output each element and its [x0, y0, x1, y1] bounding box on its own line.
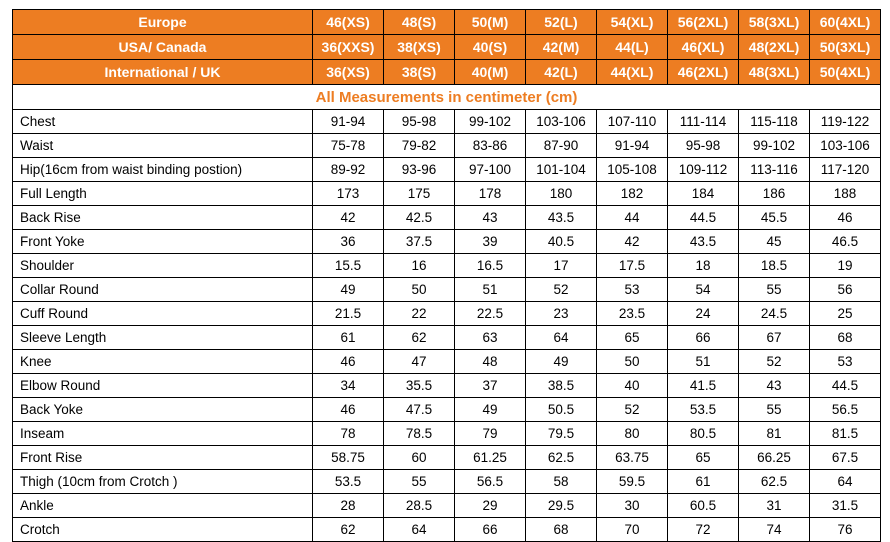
table-row — [13, 326, 881, 350]
row-value: 55 — [739, 398, 810, 422]
row-label: Shoulder — [13, 254, 313, 278]
row-value: 117-120 — [810, 158, 881, 182]
row-value: 65 — [597, 326, 668, 350]
header-cell: 48(3XL) — [739, 60, 810, 85]
row-value: 66.25 — [739, 446, 810, 470]
row-value: 99-102 — [739, 134, 810, 158]
row-value: 74 — [739, 518, 810, 542]
row-value: 78.5 — [384, 422, 455, 446]
row-value: 101-104 — [526, 158, 597, 182]
row-value: 43.5 — [668, 230, 739, 254]
header-cell: 48(2XL) — [739, 35, 810, 60]
row-value: 16.5 — [455, 254, 526, 278]
row-value: 75-78 — [313, 134, 384, 158]
row-value: 80.5 — [668, 422, 739, 446]
row-label: Cuff Round — [13, 302, 313, 326]
row-value: 51 — [668, 350, 739, 374]
row-value: 54 — [668, 278, 739, 302]
row-value: 182 — [597, 182, 668, 206]
row-value: 49 — [455, 398, 526, 422]
row-value: 56 — [810, 278, 881, 302]
row-value: 72 — [668, 518, 739, 542]
row-value: 15.5 — [313, 254, 384, 278]
row-value: 52 — [526, 278, 597, 302]
row-value: 67.5 — [810, 446, 881, 470]
row-value: 68 — [810, 326, 881, 350]
row-value: 25 — [810, 302, 881, 326]
table-row — [13, 278, 881, 302]
row-value: 91-94 — [313, 110, 384, 134]
row-label: Ankle — [13, 494, 313, 518]
row-value: 64 — [810, 470, 881, 494]
row-value: 46.5 — [810, 230, 881, 254]
row-value: 64 — [526, 326, 597, 350]
row-value: 76 — [810, 518, 881, 542]
row-value: 56.5 — [810, 398, 881, 422]
row-value: 81 — [739, 422, 810, 446]
measurement-note-row — [13, 85, 881, 110]
row-value: 119-122 — [810, 110, 881, 134]
row-label: Back Rise — [13, 206, 313, 230]
row-value: 58 — [526, 470, 597, 494]
header-cell: 46(XL) — [668, 35, 739, 60]
row-value: 180 — [526, 182, 597, 206]
row-value: 19 — [810, 254, 881, 278]
header-cell: 54(XL) — [597, 10, 668, 35]
table-row — [13, 134, 881, 158]
row-value: 65 — [668, 446, 739, 470]
header-cell: 50(M) — [455, 10, 526, 35]
row-value: 43 — [455, 206, 526, 230]
header-cell: 46(2XL) — [668, 60, 739, 85]
row-value: 79 — [455, 422, 526, 446]
row-value: 58.75 — [313, 446, 384, 470]
row-value: 28 — [313, 494, 384, 518]
header-cell: 44(XL) — [597, 60, 668, 85]
row-value: 60.5 — [668, 494, 739, 518]
row-value: 93-96 — [384, 158, 455, 182]
row-value: 97-100 — [455, 158, 526, 182]
table-row — [13, 350, 881, 374]
row-value: 184 — [668, 182, 739, 206]
header-cell: 44(L) — [597, 35, 668, 60]
row-value: 105-108 — [597, 158, 668, 182]
row-value: 61.25 — [455, 446, 526, 470]
row-value: 29.5 — [526, 494, 597, 518]
row-value: 50 — [384, 278, 455, 302]
row-label: Collar Round — [13, 278, 313, 302]
header-cell: 42(L) — [526, 60, 597, 85]
row-value: 111-114 — [668, 110, 739, 134]
table-row — [13, 254, 881, 278]
table-row — [13, 446, 881, 470]
row-value: 99-102 — [455, 110, 526, 134]
table-row — [13, 182, 881, 206]
row-value: 64 — [384, 518, 455, 542]
header-cell: 50(4XL) — [810, 60, 881, 85]
header-cell: 40(M) — [455, 60, 526, 85]
row-value: 109-112 — [668, 158, 739, 182]
table-row — [13, 158, 881, 182]
size-chart-body — [13, 10, 881, 542]
header-cell: 36(XXS) — [313, 35, 384, 60]
row-value: 173 — [313, 182, 384, 206]
row-value: 55 — [384, 470, 455, 494]
row-value: 61 — [313, 326, 384, 350]
row-value: 63.75 — [597, 446, 668, 470]
row-value: 37.5 — [384, 230, 455, 254]
row-value: 18.5 — [739, 254, 810, 278]
row-value: 22 — [384, 302, 455, 326]
row-value: 81.5 — [810, 422, 881, 446]
header-cell: 42(M) — [526, 35, 597, 60]
header-cell: 48(S) — [384, 10, 455, 35]
table-row — [13, 302, 881, 326]
header-label-europe: Europe — [13, 10, 313, 35]
row-value: 79.5 — [526, 422, 597, 446]
row-value: 61 — [668, 470, 739, 494]
row-label: Front Rise — [13, 446, 313, 470]
row-value: 62.5 — [526, 446, 597, 470]
row-value: 62.5 — [739, 470, 810, 494]
row-value: 38.5 — [526, 374, 597, 398]
row-value: 53.5 — [313, 470, 384, 494]
row-label: Thigh (10cm from Crotch ) — [13, 470, 313, 494]
header-row-europe — [13, 10, 881, 35]
size-chart-table — [12, 9, 881, 542]
row-value: 107-110 — [597, 110, 668, 134]
row-value: 51 — [455, 278, 526, 302]
row-label: Crotch — [13, 518, 313, 542]
row-value: 50.5 — [526, 398, 597, 422]
row-value: 91-94 — [597, 134, 668, 158]
row-value: 24.5 — [739, 302, 810, 326]
header-cell: 56(2XL) — [668, 10, 739, 35]
row-value: 50 — [597, 350, 668, 374]
row-value: 42 — [313, 206, 384, 230]
row-label: Inseam — [13, 422, 313, 446]
row-value: 22.5 — [455, 302, 526, 326]
row-value: 44 — [597, 206, 668, 230]
row-value: 35.5 — [384, 374, 455, 398]
row-value: 103-106 — [526, 110, 597, 134]
row-value: 46 — [313, 350, 384, 374]
row-value: 49 — [313, 278, 384, 302]
row-value: 45 — [739, 230, 810, 254]
header-label-international-uk: International / UK — [13, 60, 313, 85]
header-cell: 40(S) — [455, 35, 526, 60]
row-label: Waist — [13, 134, 313, 158]
row-value: 66 — [455, 518, 526, 542]
row-value: 66 — [668, 326, 739, 350]
row-label: Front Yoke — [13, 230, 313, 254]
header-cell: 38(XS) — [384, 35, 455, 60]
header-row-usa-canada — [13, 35, 881, 60]
row-value: 52 — [597, 398, 668, 422]
row-value: 29 — [455, 494, 526, 518]
row-value: 46 — [810, 206, 881, 230]
row-value: 42 — [597, 230, 668, 254]
table-row — [13, 230, 881, 254]
row-value: 23.5 — [597, 302, 668, 326]
row-value: 37 — [455, 374, 526, 398]
header-cell: 52(L) — [526, 10, 597, 35]
header-cell: 60(4XL) — [810, 10, 881, 35]
row-value: 79-82 — [384, 134, 455, 158]
row-value: 16 — [384, 254, 455, 278]
header-cell: 36(XS) — [313, 60, 384, 85]
row-label: Elbow Round — [13, 374, 313, 398]
row-value: 67 — [739, 326, 810, 350]
row-value: 68 — [526, 518, 597, 542]
row-value: 188 — [810, 182, 881, 206]
row-value: 53.5 — [668, 398, 739, 422]
row-value: 95-98 — [668, 134, 739, 158]
table-row — [13, 422, 881, 446]
row-label: Back Yoke — [13, 398, 313, 422]
row-value: 31.5 — [810, 494, 881, 518]
row-value: 78 — [313, 422, 384, 446]
row-value: 43 — [739, 374, 810, 398]
row-value: 52 — [739, 350, 810, 374]
row-value: 40.5 — [526, 230, 597, 254]
row-value: 46 — [313, 398, 384, 422]
row-value: 178 — [455, 182, 526, 206]
row-value: 115-118 — [739, 110, 810, 134]
row-value: 31 — [739, 494, 810, 518]
row-value: 95-98 — [384, 110, 455, 134]
header-cell: 50(3XL) — [810, 35, 881, 60]
row-value: 87-90 — [526, 134, 597, 158]
row-value: 62 — [313, 518, 384, 542]
row-value: 30 — [597, 494, 668, 518]
table-row — [13, 206, 881, 230]
row-value: 83-86 — [455, 134, 526, 158]
row-value: 47 — [384, 350, 455, 374]
row-value: 17.5 — [597, 254, 668, 278]
row-value: 47.5 — [384, 398, 455, 422]
row-value: 113-116 — [739, 158, 810, 182]
row-value: 49 — [526, 350, 597, 374]
table-row — [13, 374, 881, 398]
row-value: 34 — [313, 374, 384, 398]
row-value: 175 — [384, 182, 455, 206]
row-value: 70 — [597, 518, 668, 542]
row-value: 17 — [526, 254, 597, 278]
row-value: 42.5 — [384, 206, 455, 230]
row-value: 43.5 — [526, 206, 597, 230]
row-value: 56.5 — [455, 470, 526, 494]
row-label: Full Length — [13, 182, 313, 206]
header-row-international-uk — [13, 60, 881, 85]
row-value: 80 — [597, 422, 668, 446]
row-value: 44.5 — [810, 374, 881, 398]
row-label: Knee — [13, 350, 313, 374]
row-value: 21.5 — [313, 302, 384, 326]
row-value: 53 — [810, 350, 881, 374]
row-value: 23 — [526, 302, 597, 326]
table-row — [13, 398, 881, 422]
row-value: 59.5 — [597, 470, 668, 494]
row-value: 186 — [739, 182, 810, 206]
header-cell: 46(XS) — [313, 10, 384, 35]
row-value: 62 — [384, 326, 455, 350]
row-value: 39 — [455, 230, 526, 254]
measurement-note: All Measurements in centimeter (cm) — [13, 85, 881, 110]
header-label-usa-canada: USA/ Canada — [13, 35, 313, 60]
row-value: 48 — [455, 350, 526, 374]
table-row — [13, 470, 881, 494]
row-value: 24 — [668, 302, 739, 326]
table-row — [13, 518, 881, 542]
row-value: 45.5 — [739, 206, 810, 230]
row-label: Chest — [13, 110, 313, 134]
row-label: Sleeve Length — [13, 326, 313, 350]
table-row — [13, 494, 881, 518]
row-value: 63 — [455, 326, 526, 350]
row-value: 40 — [597, 374, 668, 398]
row-value: 53 — [597, 278, 668, 302]
row-value: 44.5 — [668, 206, 739, 230]
row-label: Hip(16cm from waist binding postion) — [13, 158, 313, 182]
row-value: 36 — [313, 230, 384, 254]
row-value: 89-92 — [313, 158, 384, 182]
header-cell: 38(S) — [384, 60, 455, 85]
row-value: 18 — [668, 254, 739, 278]
row-value: 28.5 — [384, 494, 455, 518]
row-value: 41.5 — [668, 374, 739, 398]
row-value: 60 — [384, 446, 455, 470]
row-value: 55 — [739, 278, 810, 302]
row-value: 103-106 — [810, 134, 881, 158]
header-cell: 58(3XL) — [739, 10, 810, 35]
table-row — [13, 110, 881, 134]
